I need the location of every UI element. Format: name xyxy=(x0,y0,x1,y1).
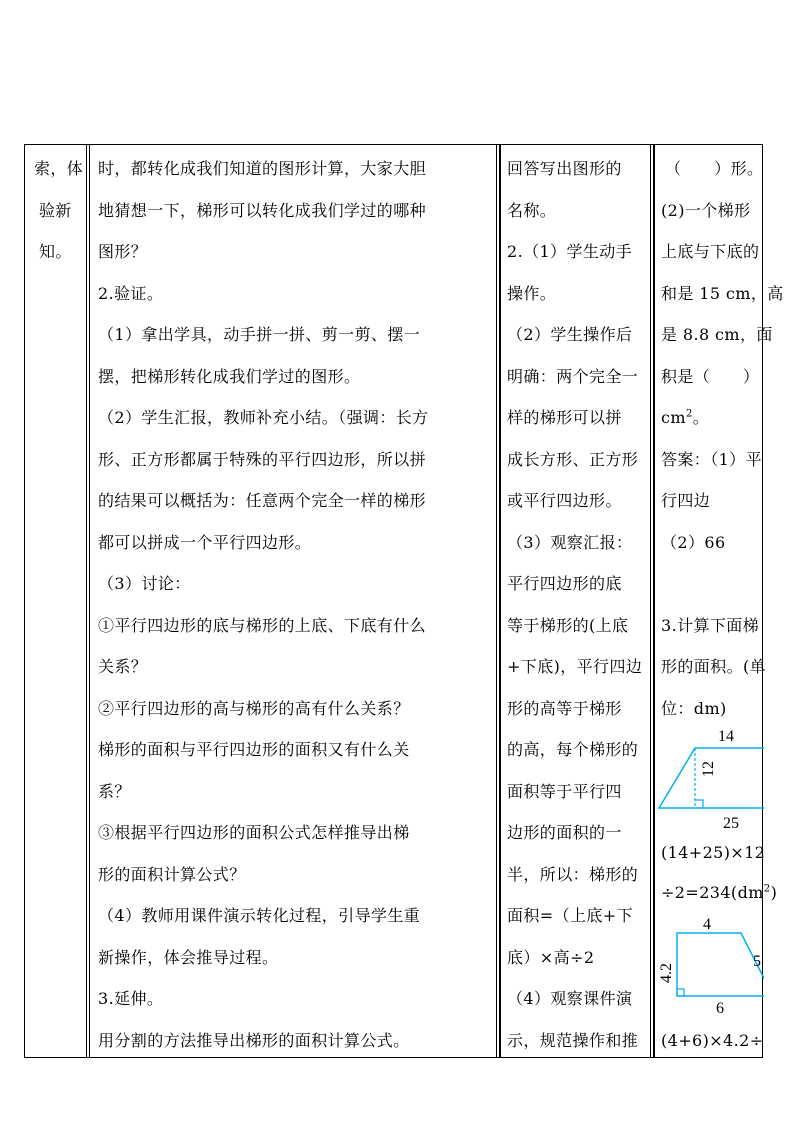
exercise-line: 上底与下底的 xyxy=(661,242,760,261)
col2-line: 地猜想一下，梯形可以转化成我们学过的哪种 xyxy=(98,200,427,220)
col3-line: 名称。 xyxy=(507,200,557,220)
col-student-activity xyxy=(501,145,655,1057)
col2-line: 的结果可以概括为：任意两个完全一样的梯形 xyxy=(98,491,427,510)
exercise-line: 位：dm) xyxy=(661,698,727,718)
trapezoid-2-right-angle xyxy=(677,989,684,996)
col2-line: 梯形的面积与平行四边形的面积又有什么关 xyxy=(98,740,410,759)
fig1-formula-line-1: (14+25)×12 xyxy=(661,843,766,862)
col2-line: 3.延伸。 xyxy=(98,989,164,1008)
fig1-height-label: 12 xyxy=(700,761,717,777)
trapezoid-1-right-angle xyxy=(695,800,703,808)
exercise-line: （ ）形。 xyxy=(665,159,764,178)
col3-line: （4）观察课件演 xyxy=(507,989,633,1008)
col3-line: 底）×高÷2 xyxy=(507,947,595,967)
col2-line: （2）学生汇报，教师补充小结。（强调：长方 xyxy=(98,408,429,427)
unit-period: 。 xyxy=(692,408,710,427)
right-double-rule xyxy=(650,145,654,1057)
fig2-height-label: 4.2 xyxy=(658,963,675,983)
exercise-line: 形的面积。(单 xyxy=(661,657,767,676)
fig1-formula-sup: 2 xyxy=(763,883,771,895)
fig2-formula-line: (4+6)×4.2÷ xyxy=(661,1031,764,1050)
col2-line: （3）讨论： xyxy=(98,574,191,593)
col2-line: 系？ xyxy=(98,781,131,801)
col3-line: 边形的面积的一 xyxy=(507,823,622,842)
exercise-line: 行四边 xyxy=(661,491,711,510)
lesson-table xyxy=(24,144,784,1058)
col3-line: （2）学生操作后 xyxy=(507,325,633,344)
col3-line: 平行四边形的底 xyxy=(507,574,622,593)
stage-text-line: 验新 xyxy=(39,200,72,220)
fig2-side-label: 5 xyxy=(753,953,761,970)
fig2-top-label: 4 xyxy=(703,916,711,933)
mid-double-rule xyxy=(496,145,500,1057)
trapezoid-1-shape xyxy=(659,748,764,808)
col3-line: 的高，每个梯形的 xyxy=(507,740,639,759)
col3-line: 操作。 xyxy=(507,283,557,303)
col2-line: 都可以拼成一个平行四边形。 xyxy=(98,532,312,552)
col3-line: 明确：两个完全一 xyxy=(507,366,639,386)
col2-line: 关系？ xyxy=(98,657,148,676)
col3-line: 示，规范操作和推 xyxy=(507,1030,639,1050)
trapezoid-2-shape xyxy=(677,933,764,996)
col3-line: 回答写出图形的 xyxy=(507,159,622,178)
unit-superscript: 2 xyxy=(685,408,693,420)
exercise-line: 是 8.8 cm，面 xyxy=(661,325,773,344)
col3-line: 或平行四边形。 xyxy=(507,491,622,510)
col-teacher-activity xyxy=(90,145,501,1057)
fig2-bottom-label: 6 xyxy=(716,1000,724,1017)
col3-line: 面积等于平行四 xyxy=(507,781,622,801)
col2-line: ③根据平行四边形的面积公式怎样推导出梯 xyxy=(98,823,410,842)
col2-line: 形、正方形都属于特殊的平行四边形，所以拼 xyxy=(98,449,427,469)
fig1-formula-close: ) xyxy=(770,883,778,902)
col-stage xyxy=(25,145,90,1057)
fig1-formula-line-2 xyxy=(661,883,777,903)
col2-line: 新操作，体会推导过程。 xyxy=(98,947,279,967)
col3-line: 成长方形、正方形 xyxy=(507,449,639,469)
fig1-bottom-label: 25 xyxy=(723,815,739,832)
left-double-rule xyxy=(86,145,90,1057)
stage-text-line: 知。 xyxy=(39,242,72,261)
col2-line: （1）拿出学具，动手拼一拼、剪一剪、摆一 xyxy=(98,325,421,344)
col2-line: ①平行四边形的底与梯形的上底、下底有什么 xyxy=(98,615,427,635)
col3-line: （3）观察汇报： xyxy=(507,532,633,552)
exercise-line: （2）66 xyxy=(661,532,726,552)
col2-line: 形的面积计算公式？ xyxy=(98,864,246,884)
col3-line: 2.（1）学生动手 xyxy=(507,242,633,261)
col-exercises xyxy=(655,145,784,1057)
stage-text-line: 索，体 xyxy=(34,159,84,178)
col2-line: 摆，把梯形转化成我们学过的图形。 xyxy=(98,366,361,386)
exercise-line: 答案：（1）平 xyxy=(661,449,762,469)
col2-line: 时，都转化成我们知道的图形计算，大家大胆 xyxy=(98,159,427,178)
col2-line: ②平行四边形的高与梯形的高有什么关系？ xyxy=(98,698,410,718)
col3-line: +下底)，平行四边 xyxy=(507,657,643,676)
exercise-line: 和是 15 cm，高 xyxy=(661,283,784,303)
col2-line: 用分割的方法推导出梯形的面积计算公式。 xyxy=(98,1030,410,1050)
col2-line: 2.验证。 xyxy=(98,283,164,303)
exercise-line: 积是（ ） xyxy=(661,366,760,386)
fig1-formula-text: ÷2=234(dm xyxy=(661,883,764,902)
col3-line: 样的梯形可以拼 xyxy=(507,408,622,427)
col3-line: 形的高等于梯形 xyxy=(507,698,622,718)
col3-line: 等于梯形的(上底 xyxy=(507,615,629,635)
fig1-top-label: 14 xyxy=(718,728,734,745)
col2-line: 图形？ xyxy=(98,242,148,261)
col3-line: 半，所以：梯形的 xyxy=(507,864,639,884)
col3-line: 面积=（上底+下 xyxy=(507,906,634,925)
exercise-line: 3.计算下面梯 xyxy=(661,615,760,635)
col2-line: （4）教师用课件演示转化过程，引导学生重 xyxy=(98,906,421,925)
exercise-line: (2)一个梯形 xyxy=(661,200,751,220)
exercise-line: $cm^2$。 xyxy=(661,408,710,427)
